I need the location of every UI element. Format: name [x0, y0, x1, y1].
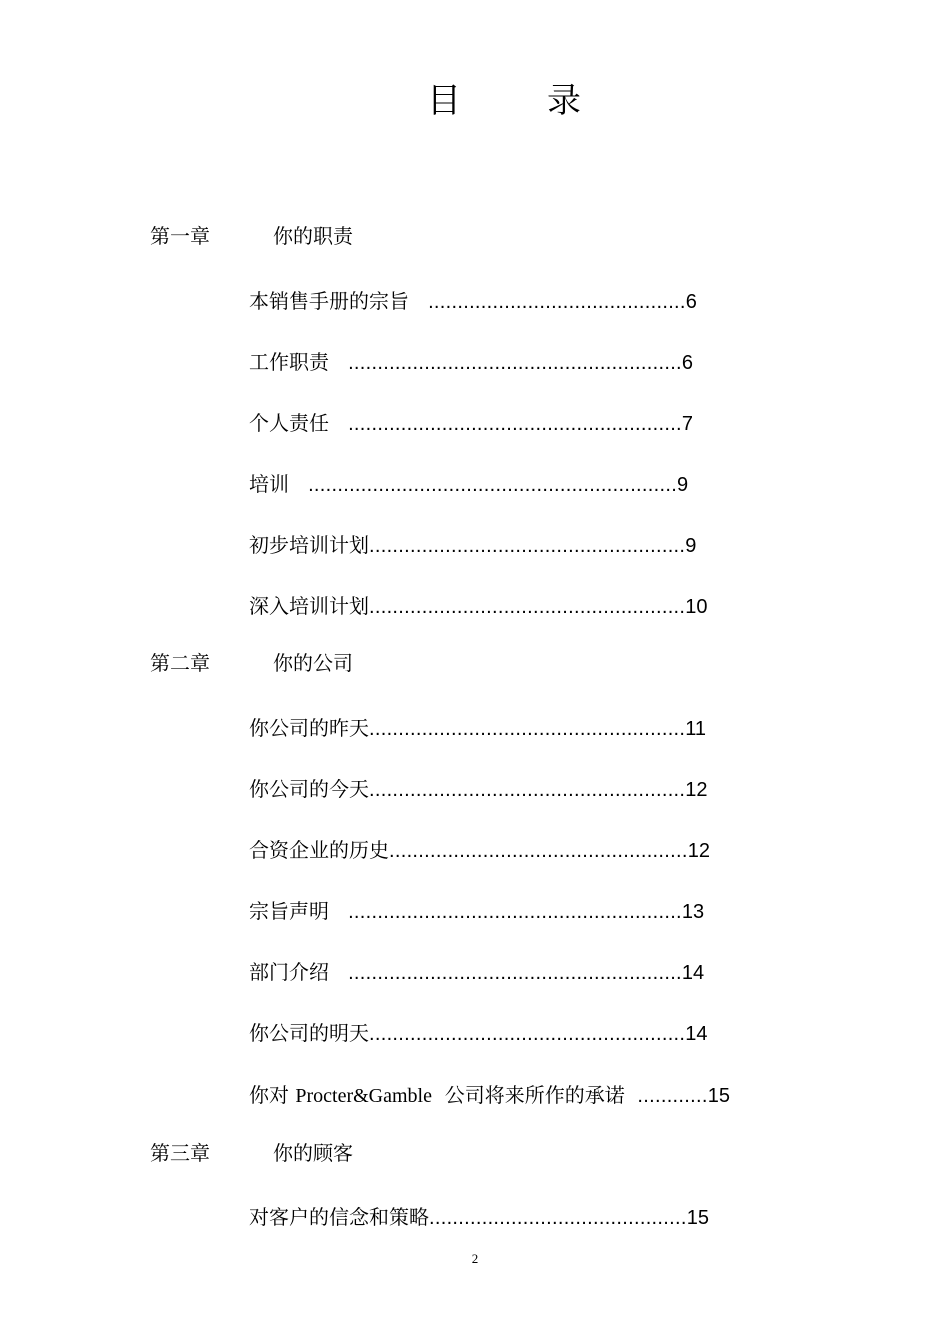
leader-dots: ......................................................... — [348, 413, 682, 435]
entry-page-number: 14 — [685, 1023, 708, 1045]
toc-entry[interactable] — [249, 713, 706, 744]
leader-dots: ...................................................... — [369, 1023, 686, 1045]
entry-page-number: 9 — [677, 474, 689, 496]
chapter-number: 第一章 — [150, 224, 210, 248]
leader-dots: ...................................................... — [369, 779, 686, 801]
entry-title-prefix: 你对 — [249, 1083, 296, 1107]
toc-entry[interactable] — [249, 1202, 709, 1233]
leader-dots: ................................................... — [389, 840, 688, 862]
leader-dots: ............................................ — [428, 291, 686, 313]
chapter-number: 第二章 — [150, 651, 210, 675]
chapter-heading — [150, 648, 353, 678]
entry-title: 培训 — [249, 472, 289, 496]
toc-title-char-2: 录 — [547, 81, 581, 121]
chapter-number: 第三章 — [150, 1141, 210, 1165]
page-number: 2 — [471, 1251, 479, 1266]
toc-entry[interactable] — [249, 1018, 708, 1049]
entry-page-number: 6 — [685, 291, 697, 313]
leader-dots: ............................................ — [429, 1207, 687, 1229]
entry-title: 你公司的昨天 — [249, 716, 369, 740]
chapter-heading — [150, 221, 353, 251]
leader-dots: ...................................................... — [369, 596, 686, 618]
leader-dots: ...................................................... — [369, 535, 686, 557]
toc-entry[interactable] — [249, 1080, 730, 1111]
entry-title: 部门介绍 — [249, 960, 329, 984]
chapter-name: 你的职责 — [273, 224, 353, 248]
entry-page-number: 10 — [685, 596, 708, 618]
toc-entry[interactable] — [249, 896, 704, 927]
entry-page-number: 15 — [686, 1207, 709, 1229]
toc-entry[interactable] — [249, 530, 696, 561]
leader-dots: ............................................................... — [308, 474, 678, 496]
entry-page-number: 9 — [685, 535, 697, 557]
entry-title: 本销售手册的宗旨 — [249, 289, 409, 313]
toc-entry[interactable] — [249, 591, 708, 622]
entry-page-number: 15 — [707, 1085, 730, 1107]
entry-title: 你公司的今天 — [249, 777, 369, 801]
entry-title: 对客户的信念和策略 — [249, 1205, 429, 1229]
entry-page-number: 13 — [681, 901, 705, 923]
entry-title-suffix: 公司将来所作的承诺 — [431, 1083, 625, 1107]
entry-page-number: 12 — [687, 840, 710, 862]
toc-entry[interactable] — [249, 774, 708, 805]
toc-entry[interactable] — [249, 347, 693, 378]
toc-entry[interactable] — [249, 286, 697, 317]
entry-title: 深入培训计划 — [249, 594, 369, 618]
entry-page-number: 6 — [681, 352, 694, 374]
leader-dots: ......................................................... — [348, 962, 682, 984]
toc-title-char-1: 目 — [427, 81, 461, 121]
entry-title: 你公司的明天 — [249, 1021, 369, 1045]
leader-dots: ...................................................... — [369, 718, 686, 740]
chapter-heading — [150, 1138, 353, 1168]
toc-entry[interactable] — [249, 957, 704, 988]
toc-entry[interactable] — [249, 469, 688, 500]
entry-page-number: 11 — [685, 718, 707, 740]
entry-page-number: 14 — [681, 962, 705, 984]
leader-dots: ......................................................... — [348, 901, 682, 923]
entry-title: 宗旨声明 — [249, 899, 329, 923]
toc-entry[interactable] — [249, 835, 710, 866]
toc-entry[interactable] — [249, 408, 693, 439]
chapter-name: 你的顾客 — [273, 1141, 353, 1165]
entry-title: 工作职责 — [249, 350, 329, 374]
entry-title: 合资企业的历史 — [249, 838, 389, 862]
entry-page-number: 12 — [685, 779, 708, 801]
entry-title: 初步培训计划 — [249, 533, 369, 557]
leader-dots: ......................................................... — [348, 352, 682, 374]
leader-dots: ............ — [637, 1085, 708, 1107]
entry-title-brand: Procter&Gamble — [295, 1085, 432, 1107]
entry-page-number: 7 — [681, 413, 694, 435]
entry-title: 个人责任 — [249, 411, 329, 435]
chapter-name: 你的公司 — [273, 651, 353, 675]
